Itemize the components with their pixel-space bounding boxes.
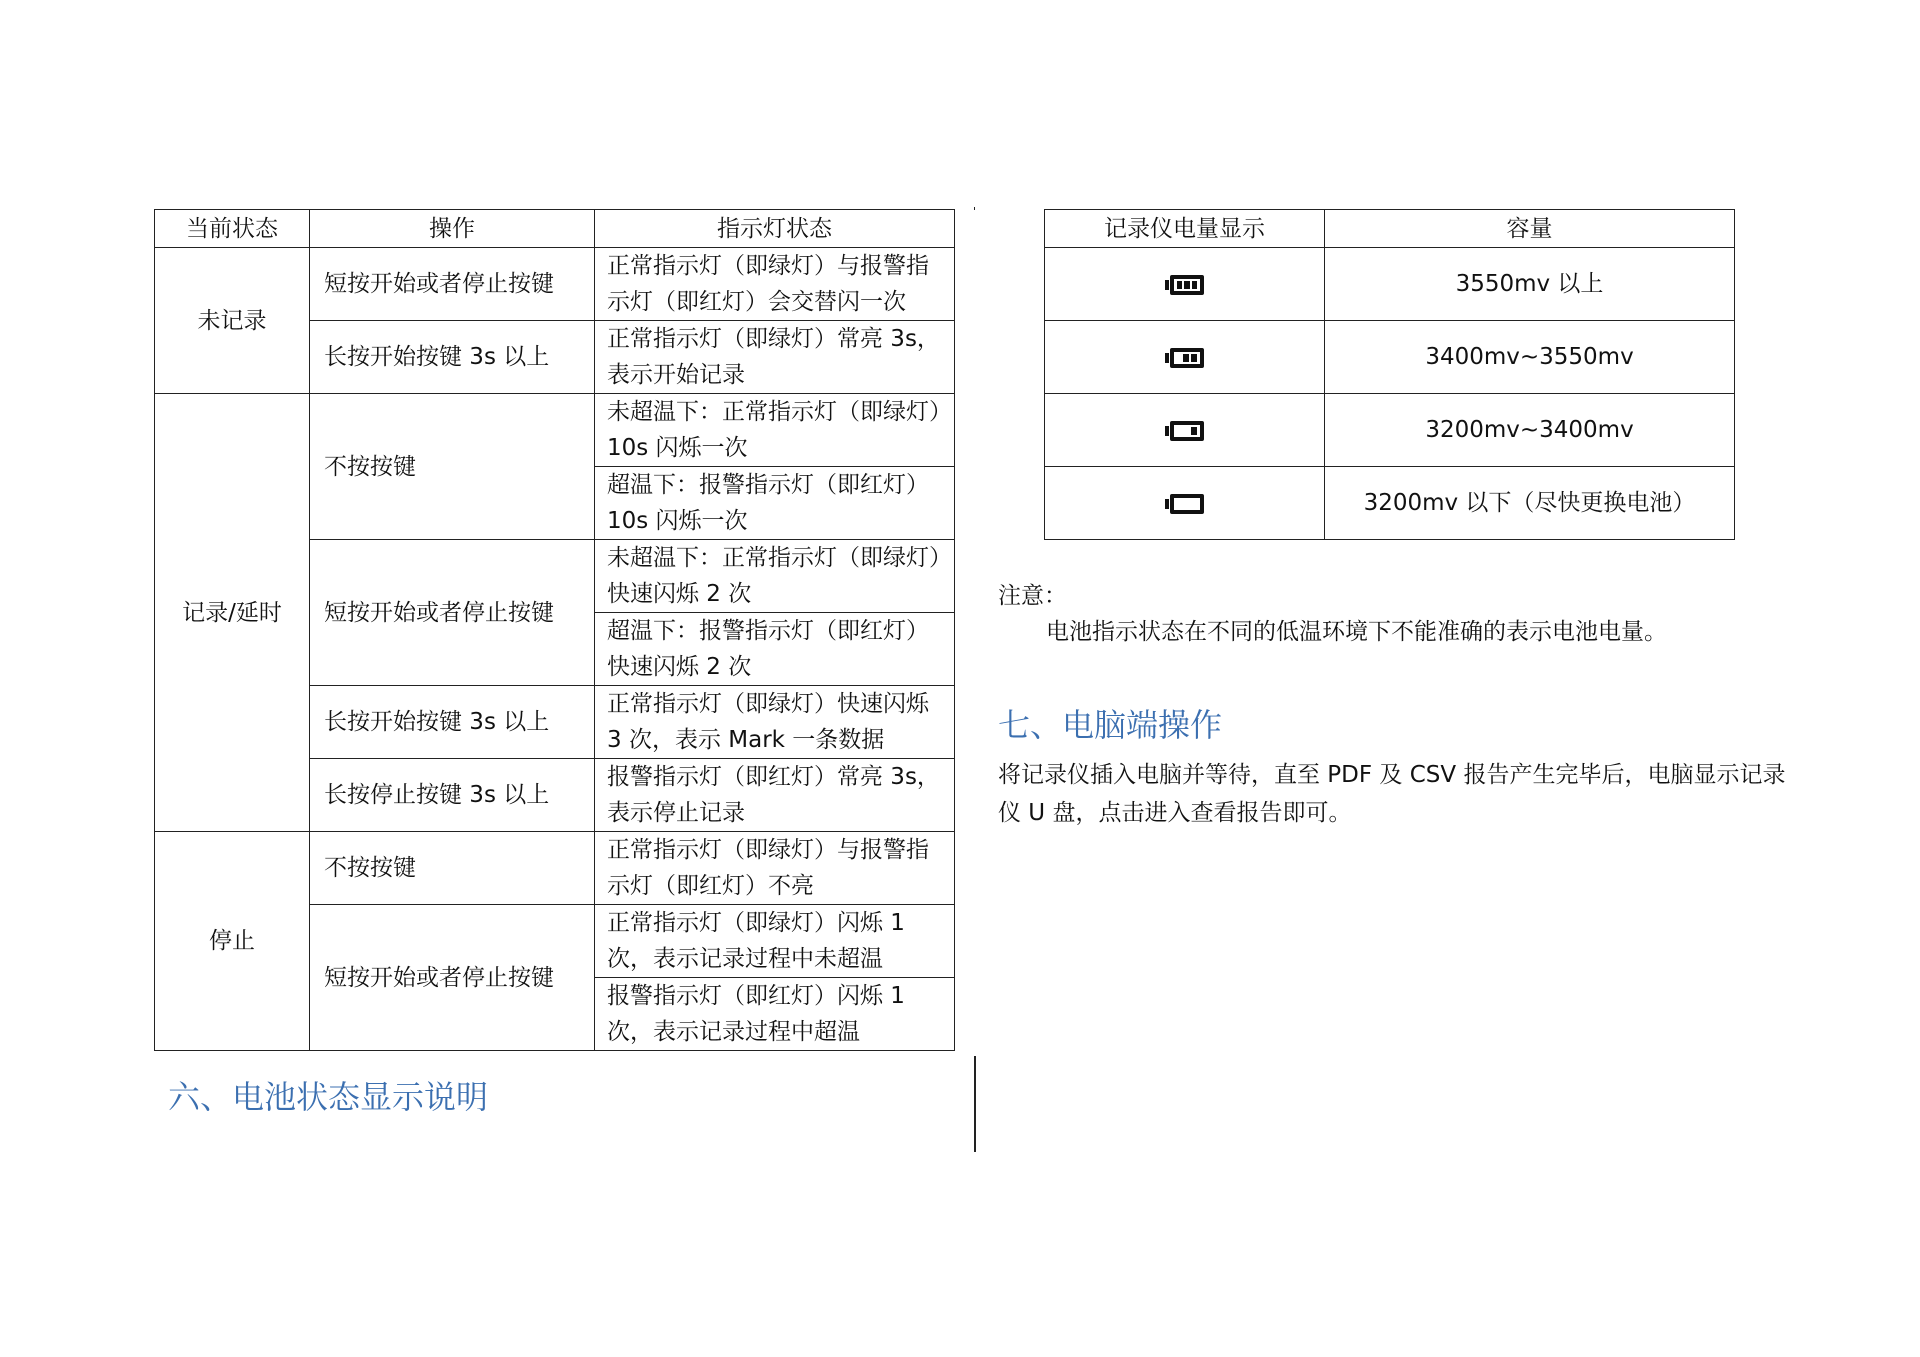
header-current-state: 当前状态: [155, 210, 310, 248]
state-cell: 停止: [155, 832, 310, 1051]
indicator-cell: 报警指示灯（即红灯）常亮 3s，表示停止记录: [595, 759, 955, 832]
capacity-cell: 3400mv~3550mv: [1325, 321, 1735, 394]
operation-cell: 短按开始或者停止按键: [310, 248, 595, 321]
table-row: [155, 248, 955, 321]
battery-icon-cell: [1045, 394, 1325, 467]
battery-icon-cell: [1045, 321, 1325, 394]
table-row: [1045, 467, 1735, 540]
header-indicator-state: 指示灯状态: [595, 210, 955, 248]
indicator-cell: 正常指示灯（即绿灯）与报警指示灯（即红灯）不亮: [595, 832, 955, 905]
section-heading-pc: 七、电脑端操作: [998, 706, 1223, 744]
state-cell: 记录/延时: [155, 394, 310, 832]
indicator-cell: 正常指示灯（即绿灯）与报警指示灯（即红灯）会交替闪一次: [595, 248, 955, 321]
indicator-cell: 未超温下：正常指示灯（即绿灯）10s 闪烁一次: [595, 394, 955, 467]
capacity-cell: 3200mv~3400mv: [1325, 394, 1735, 467]
column-divider-mark: [974, 207, 975, 210]
operation-cell: 长按开始按键 3s 以上: [310, 321, 595, 394]
battery-1-bar-icon: [1165, 421, 1204, 441]
battery-icon-cell: [1045, 467, 1325, 540]
battery-status-table: [1044, 209, 1735, 540]
operation-cell: 短按开始或者停止按键: [310, 905, 595, 1051]
table-row: [1045, 394, 1735, 467]
operation-cell: 长按开始按键 3s 以上: [310, 686, 595, 759]
pc-operation-paragraph: 将记录仪插入电脑并等待，直至 PDF 及 CSV 报告产生完毕后，电脑显示记录仪 U 盘，点击进入查看报告即可。: [998, 762, 1786, 826]
state-cell: 未记录: [155, 248, 310, 394]
note-label: 注意：: [998, 583, 1067, 609]
indicator-cell: 报警指示灯（即红灯）闪烁 1 次，表示记录过程中超温: [595, 978, 955, 1051]
battery-icon-cell: [1045, 248, 1325, 321]
table-row: [1045, 321, 1735, 394]
operation-cell: 长按停止按键 3s 以上: [310, 759, 595, 832]
column-divider: [974, 1056, 976, 1152]
table-row: [155, 832, 955, 905]
table-row: [155, 394, 955, 467]
section-heading-battery: 六、电池状态显示说明: [168, 1078, 489, 1116]
indicator-state-table: [154, 209, 955, 1051]
indicator-cell: 超温下：报警指示灯（即红灯）快速闪烁 2 次: [595, 613, 955, 686]
battery-empty-icon: [1165, 494, 1204, 514]
header-capacity: 容量: [1325, 210, 1735, 248]
operation-cell: 不按按键: [310, 832, 595, 905]
table-row: [1045, 248, 1735, 321]
operation-cell: 不按按键: [310, 394, 595, 540]
indicator-cell: 未超温下：正常指示灯（即绿灯）快速闪烁 2 次: [595, 540, 955, 613]
table-header-row: [155, 210, 955, 248]
capacity-cell: 3550mv 以上: [1325, 248, 1735, 321]
note-text: 电池指示状态在不同的低温环境下不能准确的表示电池电量。: [1046, 619, 1667, 645]
operation-cell: 短按开始或者停止按键: [310, 540, 595, 686]
table-header-row: [1045, 210, 1735, 248]
indicator-cell: 正常指示灯（即绿灯）常亮 3s，表示开始记录: [595, 321, 955, 394]
indicator-cell: 正常指示灯（即绿灯）闪烁 1 次，表示记录过程中未超温: [595, 905, 955, 978]
indicator-cell: 超温下：报警指示灯（即红灯）10s 闪烁一次: [595, 467, 955, 540]
battery-3-bars-icon: [1165, 275, 1204, 295]
header-operation: 操作: [310, 210, 595, 248]
header-battery-display: 记录仪电量显示: [1045, 210, 1325, 248]
indicator-cell: 正常指示灯（即绿灯）快速闪烁 3 次，表示 Mark 一条数据: [595, 686, 955, 759]
capacity-cell: 3200mv 以下（尽快更换电池）: [1325, 467, 1735, 540]
battery-2-bars-icon: [1165, 348, 1204, 368]
